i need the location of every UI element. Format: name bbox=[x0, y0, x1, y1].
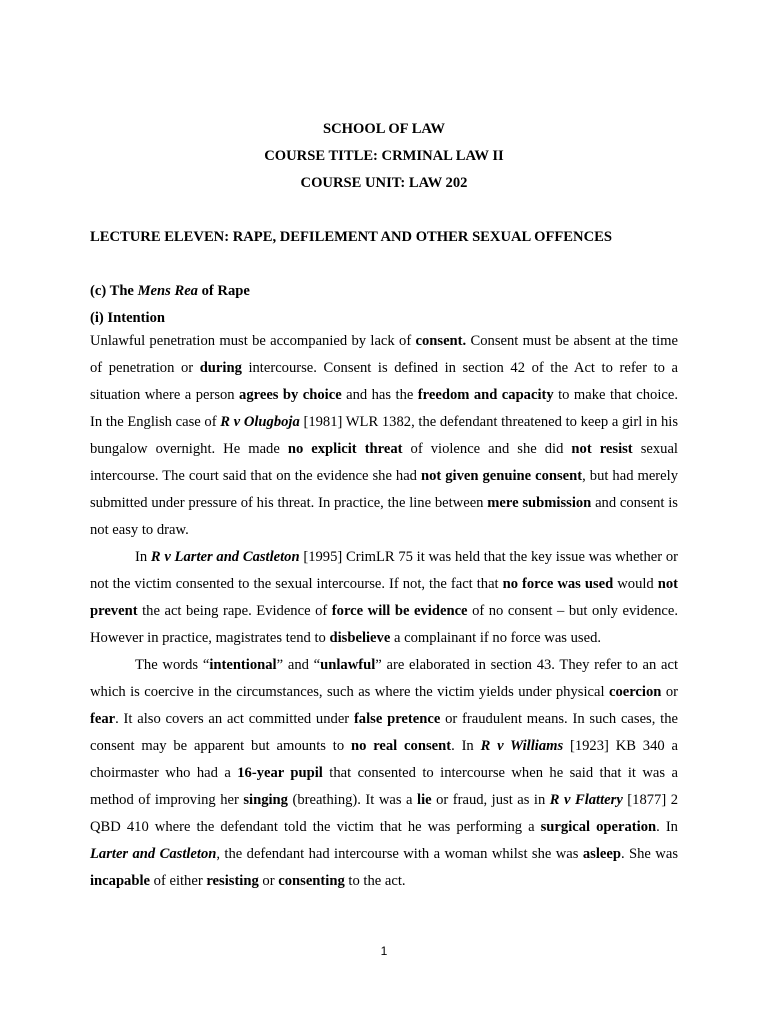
emphasis-text: singing bbox=[243, 792, 288, 808]
emphasis-text: consenting bbox=[278, 873, 345, 889]
text-run: In bbox=[135, 549, 151, 565]
emphasis-text: unlawful bbox=[320, 657, 376, 673]
text-run: intercourse. Consent is defined in section 42 of the Act to refer to a situation where a person bbox=[90, 360, 678, 403]
text-run: Consent must be absent at the time of penetration or bbox=[90, 333, 678, 376]
emphasis-text: during bbox=[199, 360, 242, 376]
text-run: . In bbox=[451, 738, 481, 754]
case-name: Larter and Castleton bbox=[90, 846, 217, 862]
emphasis-text: mere submission bbox=[487, 495, 592, 511]
section-suffix: of Rape bbox=[197, 283, 250, 299]
body-paragraph bbox=[90, 652, 678, 895]
text-run: [1995] CrimLR 75 it was held that the key issue was whether or not the victim consented to the sexual intercourse. If not, the fact that bbox=[90, 549, 678, 592]
emphasis-text: coercion bbox=[608, 684, 662, 700]
text-run: would bbox=[613, 576, 658, 592]
subsection-heading: (i) Intention bbox=[90, 310, 165, 326]
section-prefix: (c) The bbox=[90, 283, 138, 299]
emphasis-text: asleep bbox=[582, 846, 621, 862]
case-name: R v Flattery bbox=[549, 792, 623, 808]
case-name: R v Larter and Castleton bbox=[150, 549, 300, 565]
section-heading bbox=[90, 282, 250, 300]
emphasis-text: not prevent bbox=[90, 576, 679, 619]
emphasis-text: not given genuine consent bbox=[420, 468, 583, 484]
emphasis-text: surgical operation bbox=[540, 819, 657, 835]
text-run: . She was bbox=[620, 846, 678, 862]
school-name: SCHOOL OF LAW bbox=[323, 121, 445, 137]
text-run: and consent is not easy to draw. bbox=[90, 495, 678, 538]
course-title: COURSE TITLE: CRMINAL LAW II bbox=[264, 148, 504, 164]
emphasis-text: 16-year pupil bbox=[237, 765, 323, 781]
text-run: of no consent – but only evidence. However in practice, magistrates tend to bbox=[90, 603, 679, 646]
text-run: that consented to intercourse when he said that it was a method of improving her bbox=[90, 765, 678, 808]
text-run: or bbox=[661, 684, 678, 700]
text-run: . It also covers an act committed under bbox=[115, 711, 354, 727]
emphasis-text: force will be evidence bbox=[331, 603, 468, 619]
text-run: [1877] 2 QBD 410 where the defendant told the victim that he was performing a bbox=[90, 792, 678, 835]
body-paragraph bbox=[90, 544, 678, 652]
text-run: (breathing). It was a bbox=[287, 792, 418, 808]
emphasis-text: no real consent bbox=[350, 738, 452, 754]
emphasis-text: no explicit threat bbox=[287, 441, 403, 457]
text-run: to make that choice. In the English case of bbox=[90, 387, 678, 430]
section-italic: Mens Rea bbox=[137, 283, 198, 299]
emphasis-text: no force was used bbox=[502, 576, 614, 592]
text-run: the act being rape. Evidence of bbox=[137, 603, 332, 619]
emphasis-text: resisting bbox=[206, 873, 259, 889]
course-unit: COURSE UNIT: LAW 202 bbox=[300, 175, 468, 191]
text-run: ” and “ bbox=[276, 657, 321, 673]
emphasis-text: freedom and capacity bbox=[417, 387, 554, 403]
text-run: Unlawful penetration must be accompanied by lack of bbox=[90, 333, 416, 349]
text-run: , the defendant had intercourse with a woman whilst she was bbox=[216, 846, 583, 862]
text-run: [1981] WLR 1382, the defendant threatened to keep a girl in his bungalow overnight. He made bbox=[90, 414, 678, 457]
emphasis-text: false pretence bbox=[353, 711, 441, 727]
emphasis-text: consent. bbox=[415, 333, 467, 349]
text-run: of either bbox=[150, 873, 207, 889]
lecture-title: LECTURE ELEVEN: RAPE, DEFILEMENT AND OTHER SEXUAL OFFENCES bbox=[90, 229, 612, 245]
text-run: . In bbox=[656, 819, 678, 835]
text-run: or fraud, just as in bbox=[431, 792, 550, 808]
emphasis-text: intentional bbox=[209, 657, 277, 673]
text-run: or bbox=[258, 873, 279, 889]
emphasis-text: incapable bbox=[90, 873, 151, 889]
text-run: and has the bbox=[341, 387, 418, 403]
emphasis-text: fear bbox=[90, 711, 116, 727]
emphasis-text: disbelieve bbox=[329, 630, 391, 646]
text-run: ” are elaborated in section 43. They refer to an act which is coercive in the circumstances, such as where the victim yields under physical bbox=[90, 657, 678, 700]
text-run: sexual intercourse. The court said that on the evidence she had bbox=[90, 441, 678, 484]
text-run: a complainant if no force was used. bbox=[390, 630, 602, 646]
text-run: of violence and she did bbox=[402, 441, 572, 457]
page-number: 1 bbox=[380, 944, 388, 958]
emphasis-text: lie bbox=[417, 792, 432, 808]
text-run: , but had merely submitted under pressure of his threat. In practice, the line between bbox=[90, 468, 678, 511]
text-run: [1923] KB 340 a choirmaster who had a bbox=[90, 738, 678, 781]
emphasis-text: agrees by choice bbox=[239, 387, 342, 403]
body-paragraph bbox=[90, 328, 678, 544]
case-name: R v Olugboja bbox=[220, 414, 300, 430]
emphasis-text: not resist bbox=[571, 441, 633, 457]
text-run: or fraudulent means. In such cases, the consent may be apparent but amounts to bbox=[90, 711, 678, 754]
body-text bbox=[90, 328, 678, 895]
text-run: The words “ bbox=[135, 657, 210, 673]
text-run: to the act. bbox=[344, 873, 406, 889]
case-name: R v Williams bbox=[480, 738, 564, 754]
